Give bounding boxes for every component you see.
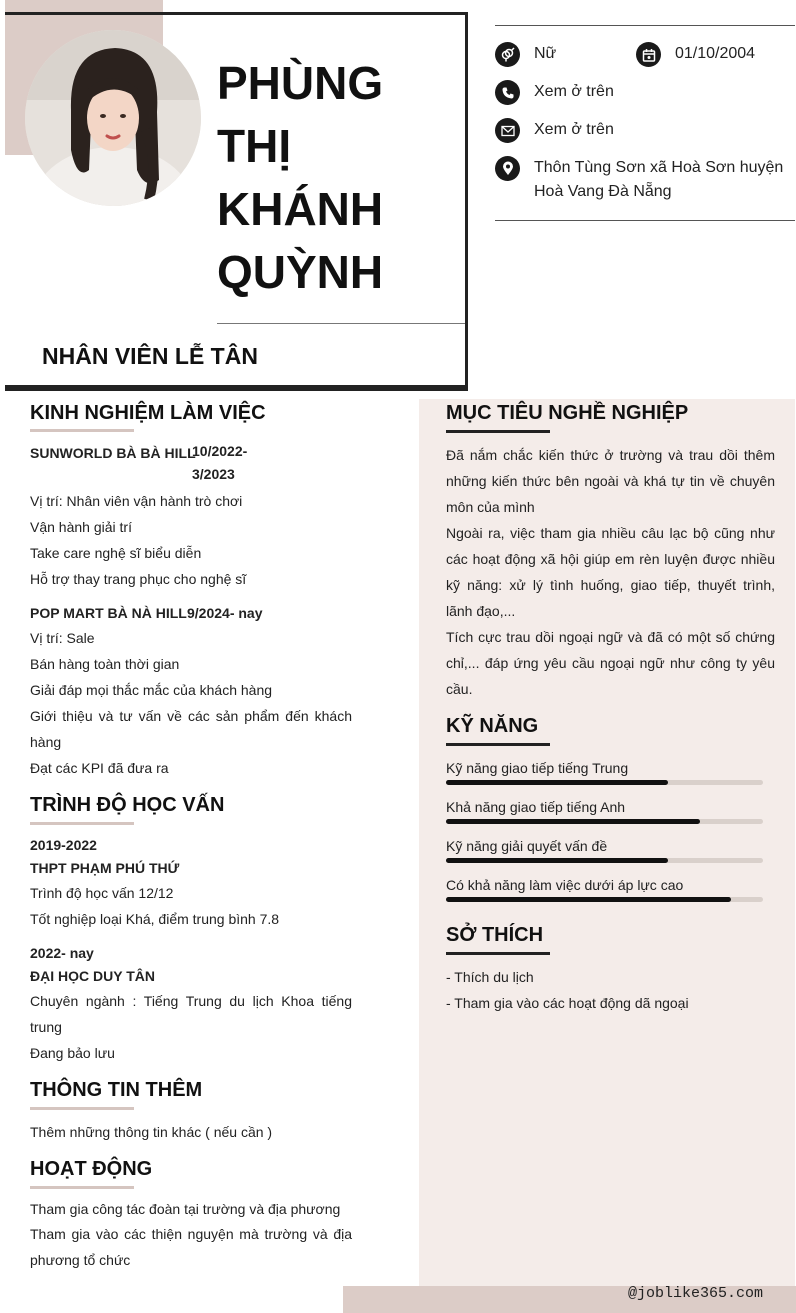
education-period: 2022- nay xyxy=(30,945,94,961)
experience-line: Take care nghệ sĩ biểu diễn xyxy=(30,545,202,561)
contact-divider-top xyxy=(495,25,795,26)
section-title-hobbies: SỞ THÍCH xyxy=(446,924,544,946)
hobby-line: - Thích du lịch xyxy=(446,969,534,985)
dob-value: 01/10/2004 xyxy=(675,45,756,62)
candidate-name xyxy=(217,52,457,304)
skill-bar-fill xyxy=(446,858,668,863)
email-icon xyxy=(495,118,520,143)
job-title: NHÂN VIÊN LỄ TÂN xyxy=(42,343,258,369)
name-line: KHÁNH xyxy=(217,183,384,235)
section-underline xyxy=(30,429,134,432)
section-underline xyxy=(446,952,550,955)
experience-company: SUNWORLD BÀ BÀ HILL xyxy=(30,445,196,461)
section-underline xyxy=(446,743,550,746)
activity-line: Tham gia công tác đoàn tại trường và địa phương xyxy=(30,1201,341,1217)
education-school: THPT PHẠM PHÚ THỨ xyxy=(30,860,180,876)
contact-dob xyxy=(636,42,755,67)
section-title-skills: KỸ NĂNG xyxy=(446,715,539,737)
phone-icon xyxy=(495,80,520,105)
section-underline xyxy=(30,1107,134,1110)
contact-gender xyxy=(495,42,556,67)
experience-company: POP MART BÀ NÀ HILL xyxy=(30,605,187,621)
header-frame-bottom xyxy=(5,385,468,388)
skill-label: Có khả năng làm việc dưới áp lực cao xyxy=(446,877,684,893)
contact-address xyxy=(495,156,785,204)
skill-bar xyxy=(446,819,763,824)
experience-line: Giải đáp mọi thắc mắc của khách hàng xyxy=(30,682,273,698)
name-line: PHÙNG xyxy=(217,57,384,109)
skill-bar xyxy=(446,858,763,863)
location-icon xyxy=(495,156,520,181)
name-line: THỊ xyxy=(217,120,292,172)
skill-bar xyxy=(446,897,763,902)
address-value: Thôn Tùng Sơn xã Hoà Sơn huyện Hoà Vang Đà Nẵng xyxy=(534,159,784,200)
skill-bar-fill xyxy=(446,897,731,902)
phone-value: Xem ở trên xyxy=(534,83,614,100)
objective-paragraph: Tích cực trau dồi ngoại ngữ và đã có một số chứng chỉ,... đáp ứng yêu cầu ngoại ngữ như công ty yêu cầu. xyxy=(446,629,775,697)
skill-label: Kỹ năng giải quyết vấn đề xyxy=(446,838,608,854)
contact-phone xyxy=(495,80,614,105)
section-underline xyxy=(446,430,550,433)
education-line: Đang bảo lưu xyxy=(30,1045,115,1061)
experience-line: Vận hành giải trí xyxy=(30,519,132,535)
experience-line: Vị trí: Nhân viên vận hành trò chơi xyxy=(30,493,243,509)
section-underline xyxy=(30,1186,134,1189)
experience-period: 10/2022- 3/2023 xyxy=(192,443,248,482)
avatar xyxy=(25,30,201,206)
skill-bar-fill xyxy=(446,819,700,824)
experience-line: Giới thiệu và tư vấn về các sản phẩm đến khách hàng xyxy=(30,708,352,750)
name-divider xyxy=(217,323,465,324)
education-line: Tốt nghiệp loại Khá, điểm trung bình 7.8 xyxy=(30,911,280,927)
objective-paragraph: Đã nắm chắc kiến thức ở trường và trau dồi thêm những kiến thức bên ngoài và khá tự tin về chuyên môn của mình xyxy=(446,447,775,515)
experience-line: Vị trí: Sale xyxy=(30,630,95,646)
education-period: 2019-2022 xyxy=(30,837,97,853)
section-title-education: TRÌNH ĐỘ HỌC VẤN xyxy=(30,794,225,816)
section-title-objective: MỤC TIÊU NGHỀ NGHIỆP xyxy=(446,402,689,424)
activity-line: Tham gia vào các thiện nguyện mà trường và địa phương tổ chức xyxy=(30,1226,352,1268)
education-school: ĐẠI HỌC DUY TÂN xyxy=(30,968,155,984)
calendar-icon xyxy=(636,42,661,67)
skill-label: Khả năng giao tiếp tiếng Anh xyxy=(446,799,626,815)
experience-line: Hỗ trợ thay trang phục cho nghệ sĩ xyxy=(30,571,247,587)
skill-bar-fill xyxy=(446,780,668,785)
section-title-activities: HOẠT ĐỘNG xyxy=(30,1158,153,1180)
gender-value: Nữ xyxy=(534,45,557,62)
education-line: Trình độ học vấn 12/12 xyxy=(30,885,174,901)
footer-watermark: @joblike365.com xyxy=(627,1285,763,1302)
skill-label: Kỹ năng giao tiếp tiếng Trung xyxy=(446,760,629,776)
education-line: Chuyên ngành : Tiếng Trung du lịch Khoa tiếng trung xyxy=(30,993,352,1035)
hobby-line: - Tham gia vào các hoạt động dã ngoại xyxy=(446,995,689,1011)
section-title-experience: KINH NGHIỆM LÀM VIỆC xyxy=(30,402,266,424)
gender-icon xyxy=(495,42,520,67)
more-info-text: Thêm những thông tin khác ( nếu cần ) xyxy=(30,1124,273,1140)
objective-paragraph: Ngoài ra, việc tham gia nhiều câu lạc bộ cũng như các hoạt động xã hội giúp em rèn luyện được nhiều kỹ năng: xử lý tình huống, giao tiếp, thuyết trình, lãnh đạo,... xyxy=(446,525,775,619)
skill-bar xyxy=(446,780,763,785)
section-title-more-info: THÔNG TIN THÊM xyxy=(30,1079,203,1101)
section-underline xyxy=(30,822,134,825)
contact-email xyxy=(495,118,614,143)
contact-divider-bottom xyxy=(495,220,795,221)
experience-line: Đạt các KPI đã đưa ra xyxy=(30,760,169,776)
experience-period: 9/2024- nay xyxy=(187,605,263,621)
name-line: QUỲNH xyxy=(217,246,384,298)
experience-line: Bán hàng toàn thời gian xyxy=(30,656,180,672)
email-value: Xem ở trên xyxy=(534,121,614,138)
